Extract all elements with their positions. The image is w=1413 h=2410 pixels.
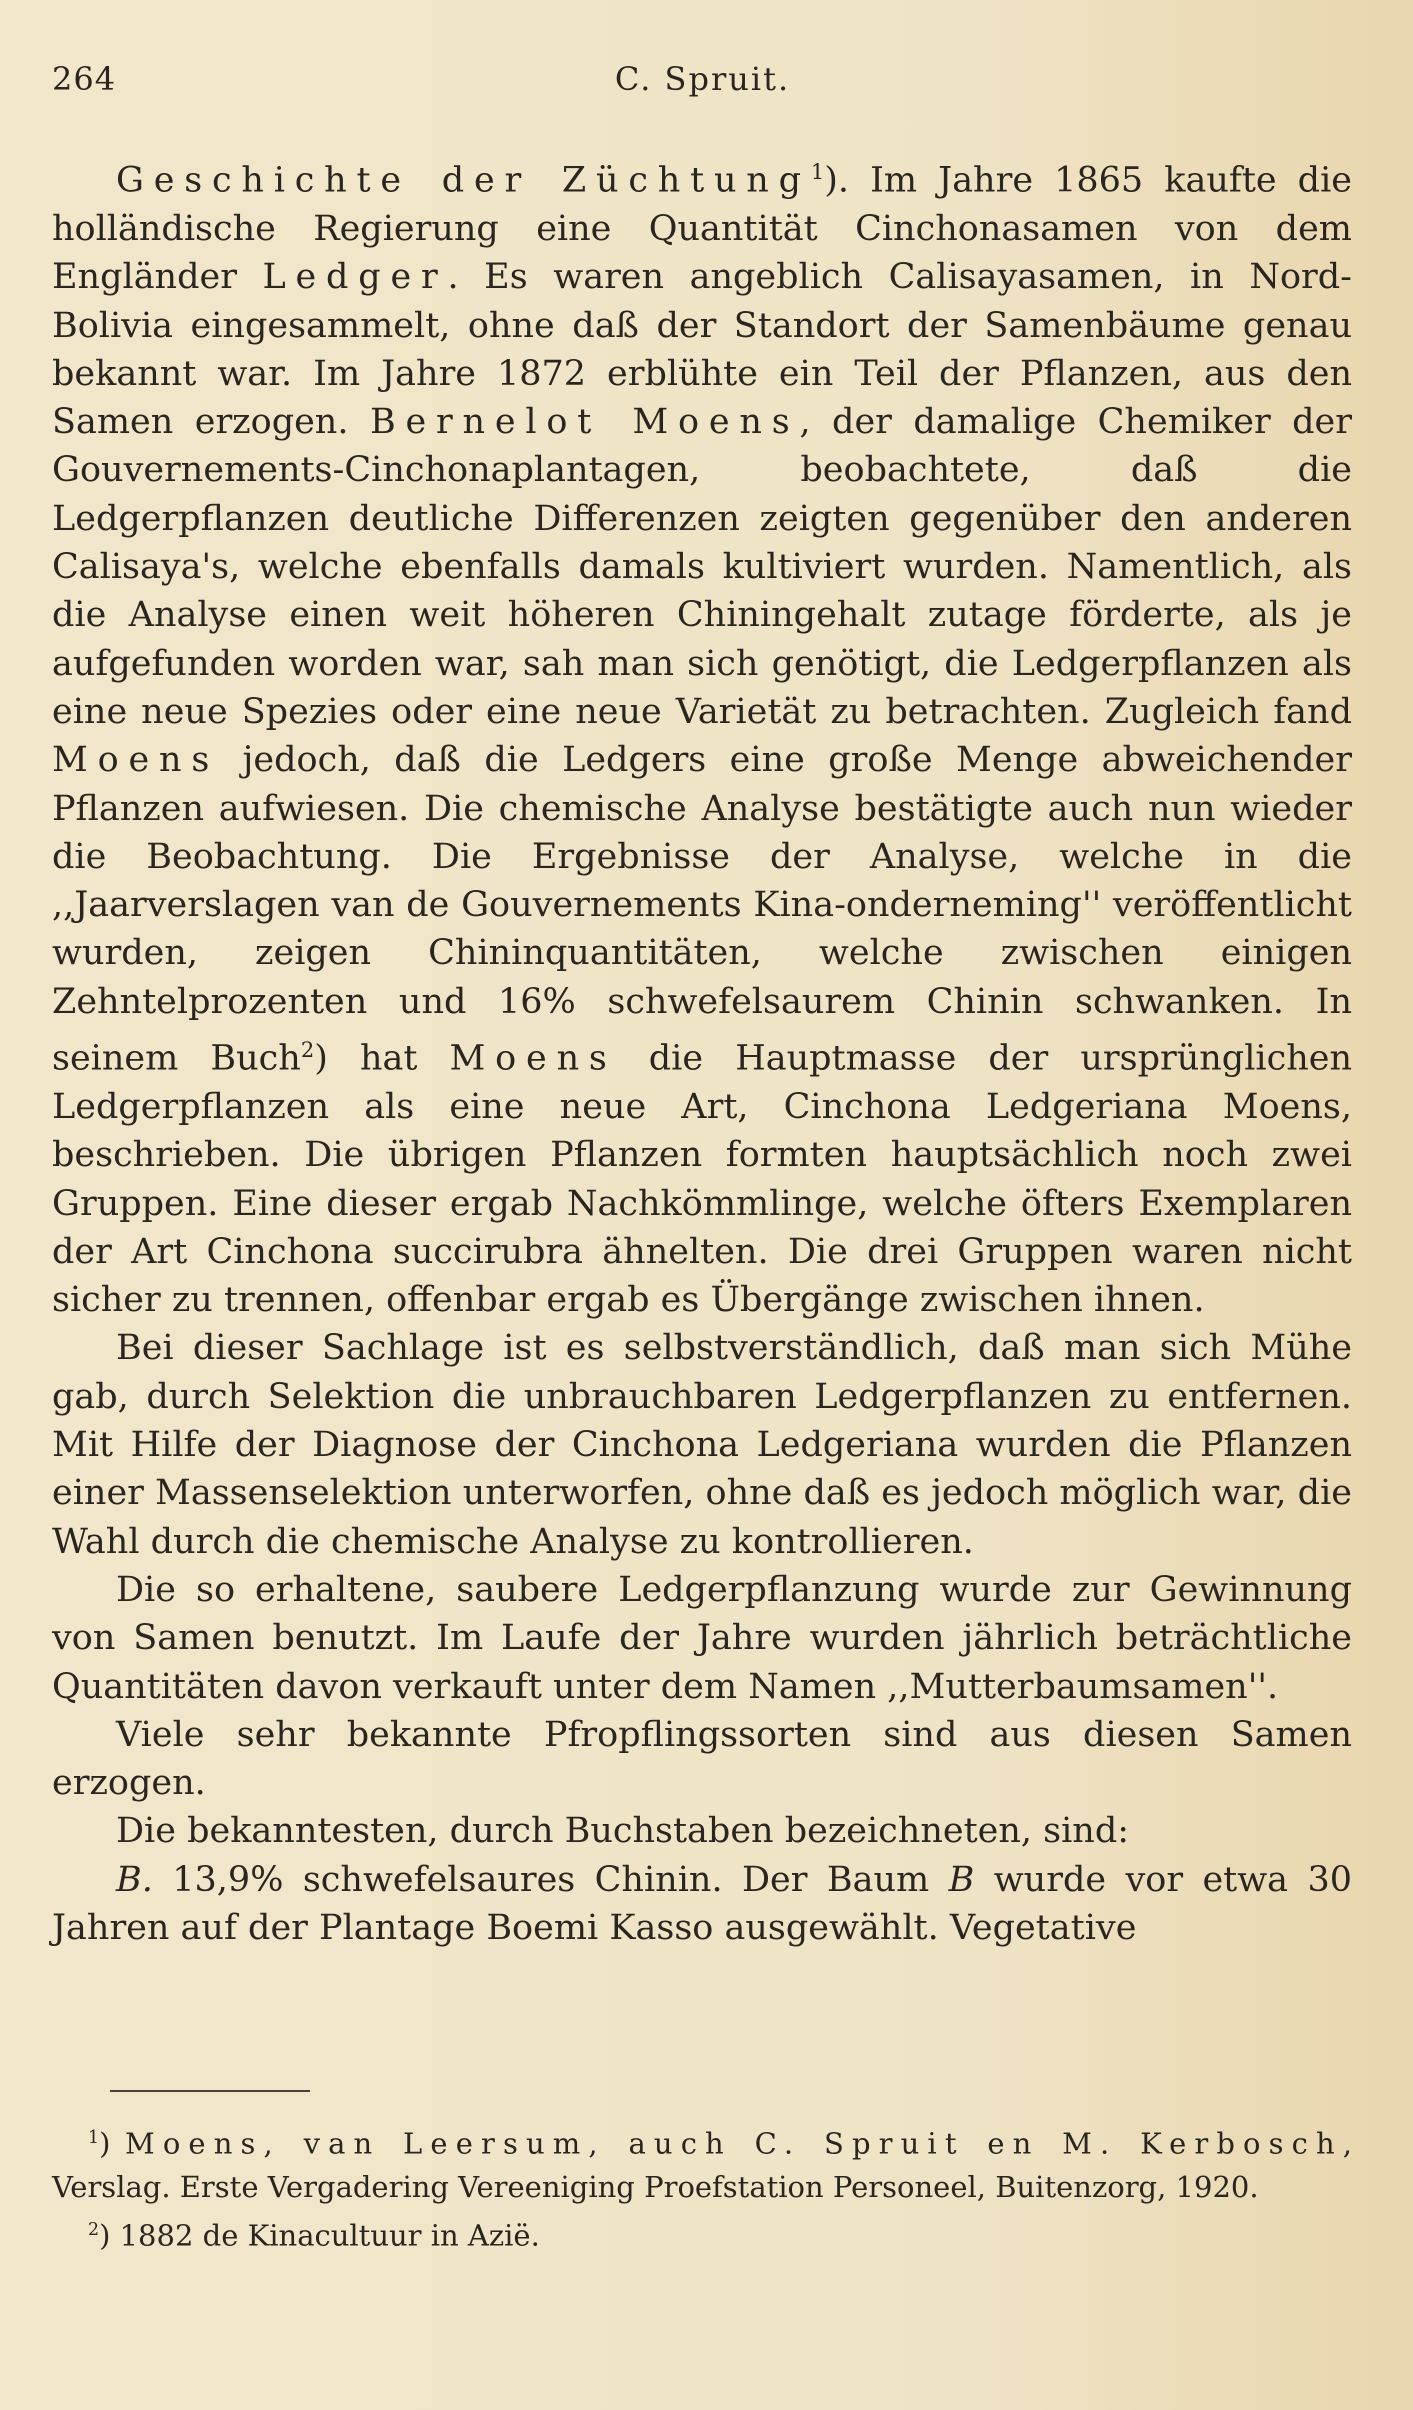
page-number: 264: [52, 60, 117, 98]
name-moens: Moens: [449, 1038, 617, 1079]
text-run: die Hauptmasse der ursprünglichen Ledgerpflanzen als eine neue Art, Cinchona Ledgeriana Moens, beschrieben. Die übrigen Pflanzen formten hauptsächlich noch zwei Gruppen. Eine dieser ergab Nachkömmlinge, welche öfters Exemplaren der Art Cinchona succirubra ähnelten. Die drei Gruppen waren nicht sicher zu trennen, offenbar ergab es Übergänge zwischen ihnen.: [52, 1038, 1352, 1321]
text-run: 13,9% schwefelsaures Chinin. Der Baum: [152, 1859, 949, 1900]
text-run: ) hat: [314, 1038, 450, 1079]
text-run: , der damalige Chemiker der Gouvernements-Cinchonaplantagen, beobachtete, daß die Ledgerpflanzen deutliche Differenzen zeigten gegenüber den anderen Calisaya's, welche ebenfalls damals kultiviert wurden. Namentlich, als die Analyse einen weit höheren Chiningehalt zutage förderte, als je aufgefunden worden war, sah man sich genötigt, die Ledgerpflanzen als eine neue Spezies oder eine neue Varietät zu betrachten. Zugleich fand: [52, 402, 1352, 732]
footnote-rule: [110, 2090, 310, 2092]
paragraph-selection: Bei dieser Sachlage ist es selbstverständlich, daß man sich Mühe gab, durch Selektion die unbrauchbaren Ledgerpflanzen zu entfernen. Mit Hilfe der Diagnose der Cinchona Ledgeriana wurden die Pflanzen einer Massenselektion unterworfen, ohne daß es jedoch möglich war, die Wahl durch die chemische Analyse zu kontrollieren.: [52, 1328, 1352, 1562]
name-moens: Moens: [52, 740, 220, 781]
paragraph-seeds: Die so erhaltene, saubere Ledgerpflanzung wurde zur Gewinnung von Samen benutzt. Im Laufe der Jahre wurden jährlich beträchtliche Quantitäten davon verkauft unter dem Namen ,,Mutterbaumsamen''.: [52, 1569, 1352, 1707]
variety-letter: B.: [116, 1859, 153, 1900]
name-bernelot-moens: Bernelot Moens: [369, 402, 800, 443]
body-text: [52, 148, 1352, 1952]
running-head: C. Spruit.: [614, 60, 791, 98]
text-run: jedoch, daß die Ledgers eine große Menge abweichender Pflanzen aufwiesen. Die chemische Analyse bestätigte auch nun wieder die Beobachtung. Die Ergebnisse der Analyse, welche in die ,,Jaarverslagen van de Gouvernements Kina-onderneming'' veröffentlicht wurden, zeigen Chininquantitäten, welche zwischen einigen Zehntelprozenten und 16% schwefelsaurem Chinin schwanken. In seinem Buch: [52, 740, 1352, 1079]
variety-letter: B: [948, 1859, 975, 1900]
text-run: ). Im Jahre 1865 kaufte die holländische Regierung eine Quantität Cinchonasamen von dem Engländer: [52, 160, 1352, 298]
text-run: . Es waren angeblich Calisayasamen, in Nord-Bolivia eingesammelt, ohne daß der Standort der Samenbäume genau bekannt war. Im Jahre 1872 erblühte ein Teil der Pflanzen, aus den Samen erzogen.: [52, 257, 1352, 443]
footnote-ref-2: 2: [300, 1038, 315, 1062]
footnote-ref-1: 1: [810, 160, 825, 184]
footnote-mark: 2: [88, 2219, 100, 2240]
page-header: [52, 60, 1353, 110]
footnote-mark: 1: [88, 2128, 100, 2148]
text-run: wurde vor etwa 30 Jahren auf der Plantage Boemi Kasso ausgewählt. Vegetative: [52, 1859, 1352, 1948]
paragraph-history: [52, 148, 1352, 1324]
paragraph-list-intro: Die bekanntesten, durch Buchstaben bezeichneten, sind:: [116, 1811, 1130, 1852]
text-run: ) 1882 de Kinacultuur in Azië.: [99, 2218, 540, 2253]
section-heading: Geschichte der Züchtung: [116, 160, 811, 201]
text-run: , Verslag. Erste Vergadering Vereeniging Proefstation Personeel, Buitenzorg, 1920.: [52, 2126, 1352, 2204]
paragraph-varieties: Viele sehr bekannte Pfropflingssorten sind aus diesen Samen erzogen.: [52, 1714, 1352, 1804]
footnote-authors: Moens, van Leersum, auch C. Spruit en M. Kerbosch: [125, 2126, 1343, 2161]
footnotes: [52, 2117, 1352, 2257]
footnote-1: [52, 2117, 1352, 2209]
name-ledger: Ledger: [262, 257, 448, 298]
text-run: ): [99, 2126, 126, 2161]
footnote-2: [52, 2209, 1352, 2258]
paragraph-variety-b: [52, 1856, 1352, 1953]
